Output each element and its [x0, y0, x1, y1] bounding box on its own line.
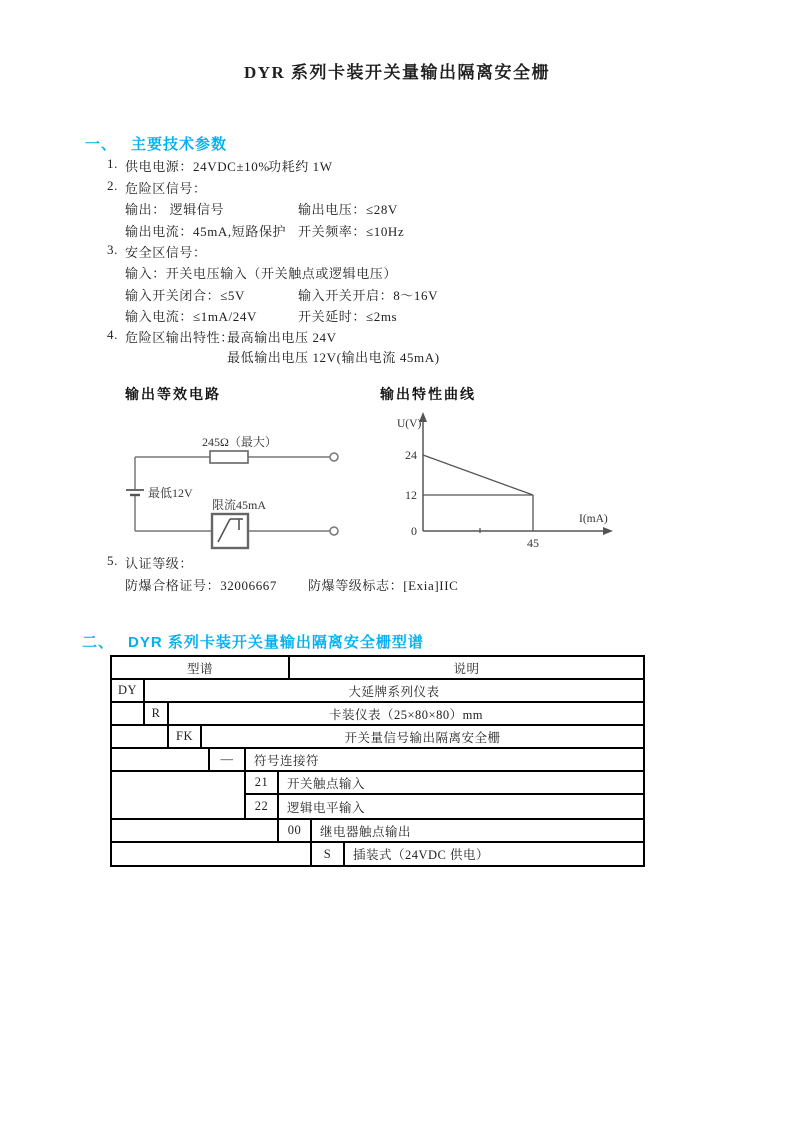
item2-label: 危险区信号： — [125, 181, 207, 196]
item5-label: 认证等级： — [125, 556, 194, 571]
item3-label: 安全区信号： — [125, 245, 207, 260]
blank-cell — [112, 843, 312, 865]
item3-line: 输入：开关电压输入（开关触点或逻辑电压） — [125, 266, 398, 281]
table-row — [112, 703, 643, 726]
item5-right: 防爆等级标志：[Exia]IIC — [308, 578, 459, 593]
desc-cell: 插装式（24VDC 供电） — [353, 848, 490, 862]
code-cell: — — [210, 749, 246, 770]
header-model-cell: 型谱 — [112, 657, 290, 678]
table-row — [112, 680, 643, 703]
item3-number: 3. — [107, 242, 118, 257]
declining-voltage-line — [423, 455, 533, 495]
section1-heading — [85, 133, 227, 154]
x-axis-label: I(mA) — [579, 513, 608, 525]
header-desc-cell: 说明 — [453, 661, 480, 676]
code-cell: FK — [169, 726, 202, 747]
desc-cell: 开关量信号输出隔离安全栅 — [344, 730, 501, 745]
resistor-label: 245Ω（最大） — [202, 435, 277, 449]
terminal-top-icon — [330, 453, 338, 461]
y-tick-24: 24 — [405, 448, 417, 462]
x-tick-45: 45 — [527, 536, 539, 550]
blank-cell — [112, 820, 279, 841]
section2-number: 二、 — [82, 634, 115, 651]
table-header-row — [112, 657, 643, 680]
code-cell: DY — [112, 680, 145, 701]
item4-label: 危险区输出特性： — [125, 330, 234, 345]
item2-row1-left: 输出： 逻辑信号 — [125, 202, 225, 217]
item1-number: 1. — [107, 156, 118, 171]
blank-cell — [112, 703, 145, 724]
item3-row2-right: 开关延时：≤2ms — [298, 309, 398, 324]
x-axis-arrow-icon — [603, 527, 613, 535]
table-row — [112, 726, 643, 749]
code-cell: 21 — [246, 772, 279, 793]
table-row — [112, 749, 643, 772]
item1-extra: 功耗约 1W — [268, 159, 333, 174]
item3-row1-left: 输入开关闭合：≤5V — [125, 288, 246, 303]
limiter-label: 限流45mA — [212, 498, 267, 512]
output-characteristic-curve-chart — [393, 410, 628, 560]
table-row — [112, 820, 643, 843]
desc-cell: 符号连接符 — [254, 753, 320, 768]
item4-line1: 最高输出电压 24V — [227, 330, 337, 345]
blank-cell-merged — [112, 772, 246, 818]
section2-heading — [82, 631, 424, 652]
item2-row2-left: 输出电流：45mA,短路保护 — [125, 224, 287, 239]
code-cell: 22 — [246, 795, 279, 818]
circuit-diagram-title: 输出等效电路 — [125, 388, 221, 403]
item2-number: 2. — [107, 178, 118, 193]
desc-cell: 开关触点输入 — [287, 776, 366, 791]
section1-number: 一、 — [85, 136, 118, 153]
table-row — [246, 795, 643, 818]
item1-label: 供电电源：24VDC±10% — [125, 159, 270, 174]
table-row — [112, 843, 643, 865]
section2-title: DYR 系列卡装开关量输出隔离安全栅型谱 — [128, 634, 424, 651]
resistor-icon — [210, 451, 248, 463]
code-cell: 00 — [279, 820, 312, 841]
item3-row1-right: 输入开关开启：8～16V — [298, 288, 439, 303]
table-row — [246, 772, 643, 795]
code-cell: S — [312, 843, 345, 865]
desc-cell: 大延牌系列仪表 — [348, 684, 440, 699]
blank-cell — [112, 726, 169, 747]
page-title: DYR 系列卡装开关量输出隔离安全栅 — [243, 63, 551, 82]
item2-row1-right: 输出电压：≤28V — [298, 202, 398, 217]
code-cell: R — [145, 703, 169, 724]
item5-number: 5. — [107, 553, 118, 568]
desc-cell: 逻辑电平输入 — [287, 800, 366, 815]
y-axis-label: U(V) — [397, 418, 422, 430]
curve-diagram-title: 输出特性曲线 — [380, 388, 476, 403]
blank-cell — [112, 749, 210, 770]
section1-title: 主要技术参数 — [131, 136, 228, 153]
terminal-bottom-icon — [330, 527, 338, 535]
desc-cell: 卡装仪表（25×80×80）mm — [328, 707, 484, 722]
battery-label: 最低12V — [148, 486, 193, 500]
output-equivalent-circuit-diagram — [118, 413, 358, 558]
item3-row2-left: 输入电流：≤1mA/24V — [125, 309, 257, 324]
desc-cell: 继电器触点输出 — [320, 824, 412, 839]
y-tick-0: 0 — [411, 524, 417, 538]
model-spectrum-table — [110, 655, 645, 867]
y-tick-12: 12 — [405, 488, 417, 502]
table-row-group — [112, 772, 643, 820]
item5-left: 防爆合格证号：32006667 — [125, 578, 277, 593]
item4-line2: 最低输出电压 12V(输出电流 45mA) — [227, 350, 440, 365]
item2-row2-right: 开关频率：≤10Hz — [298, 224, 405, 239]
item4-number: 4. — [107, 327, 118, 342]
